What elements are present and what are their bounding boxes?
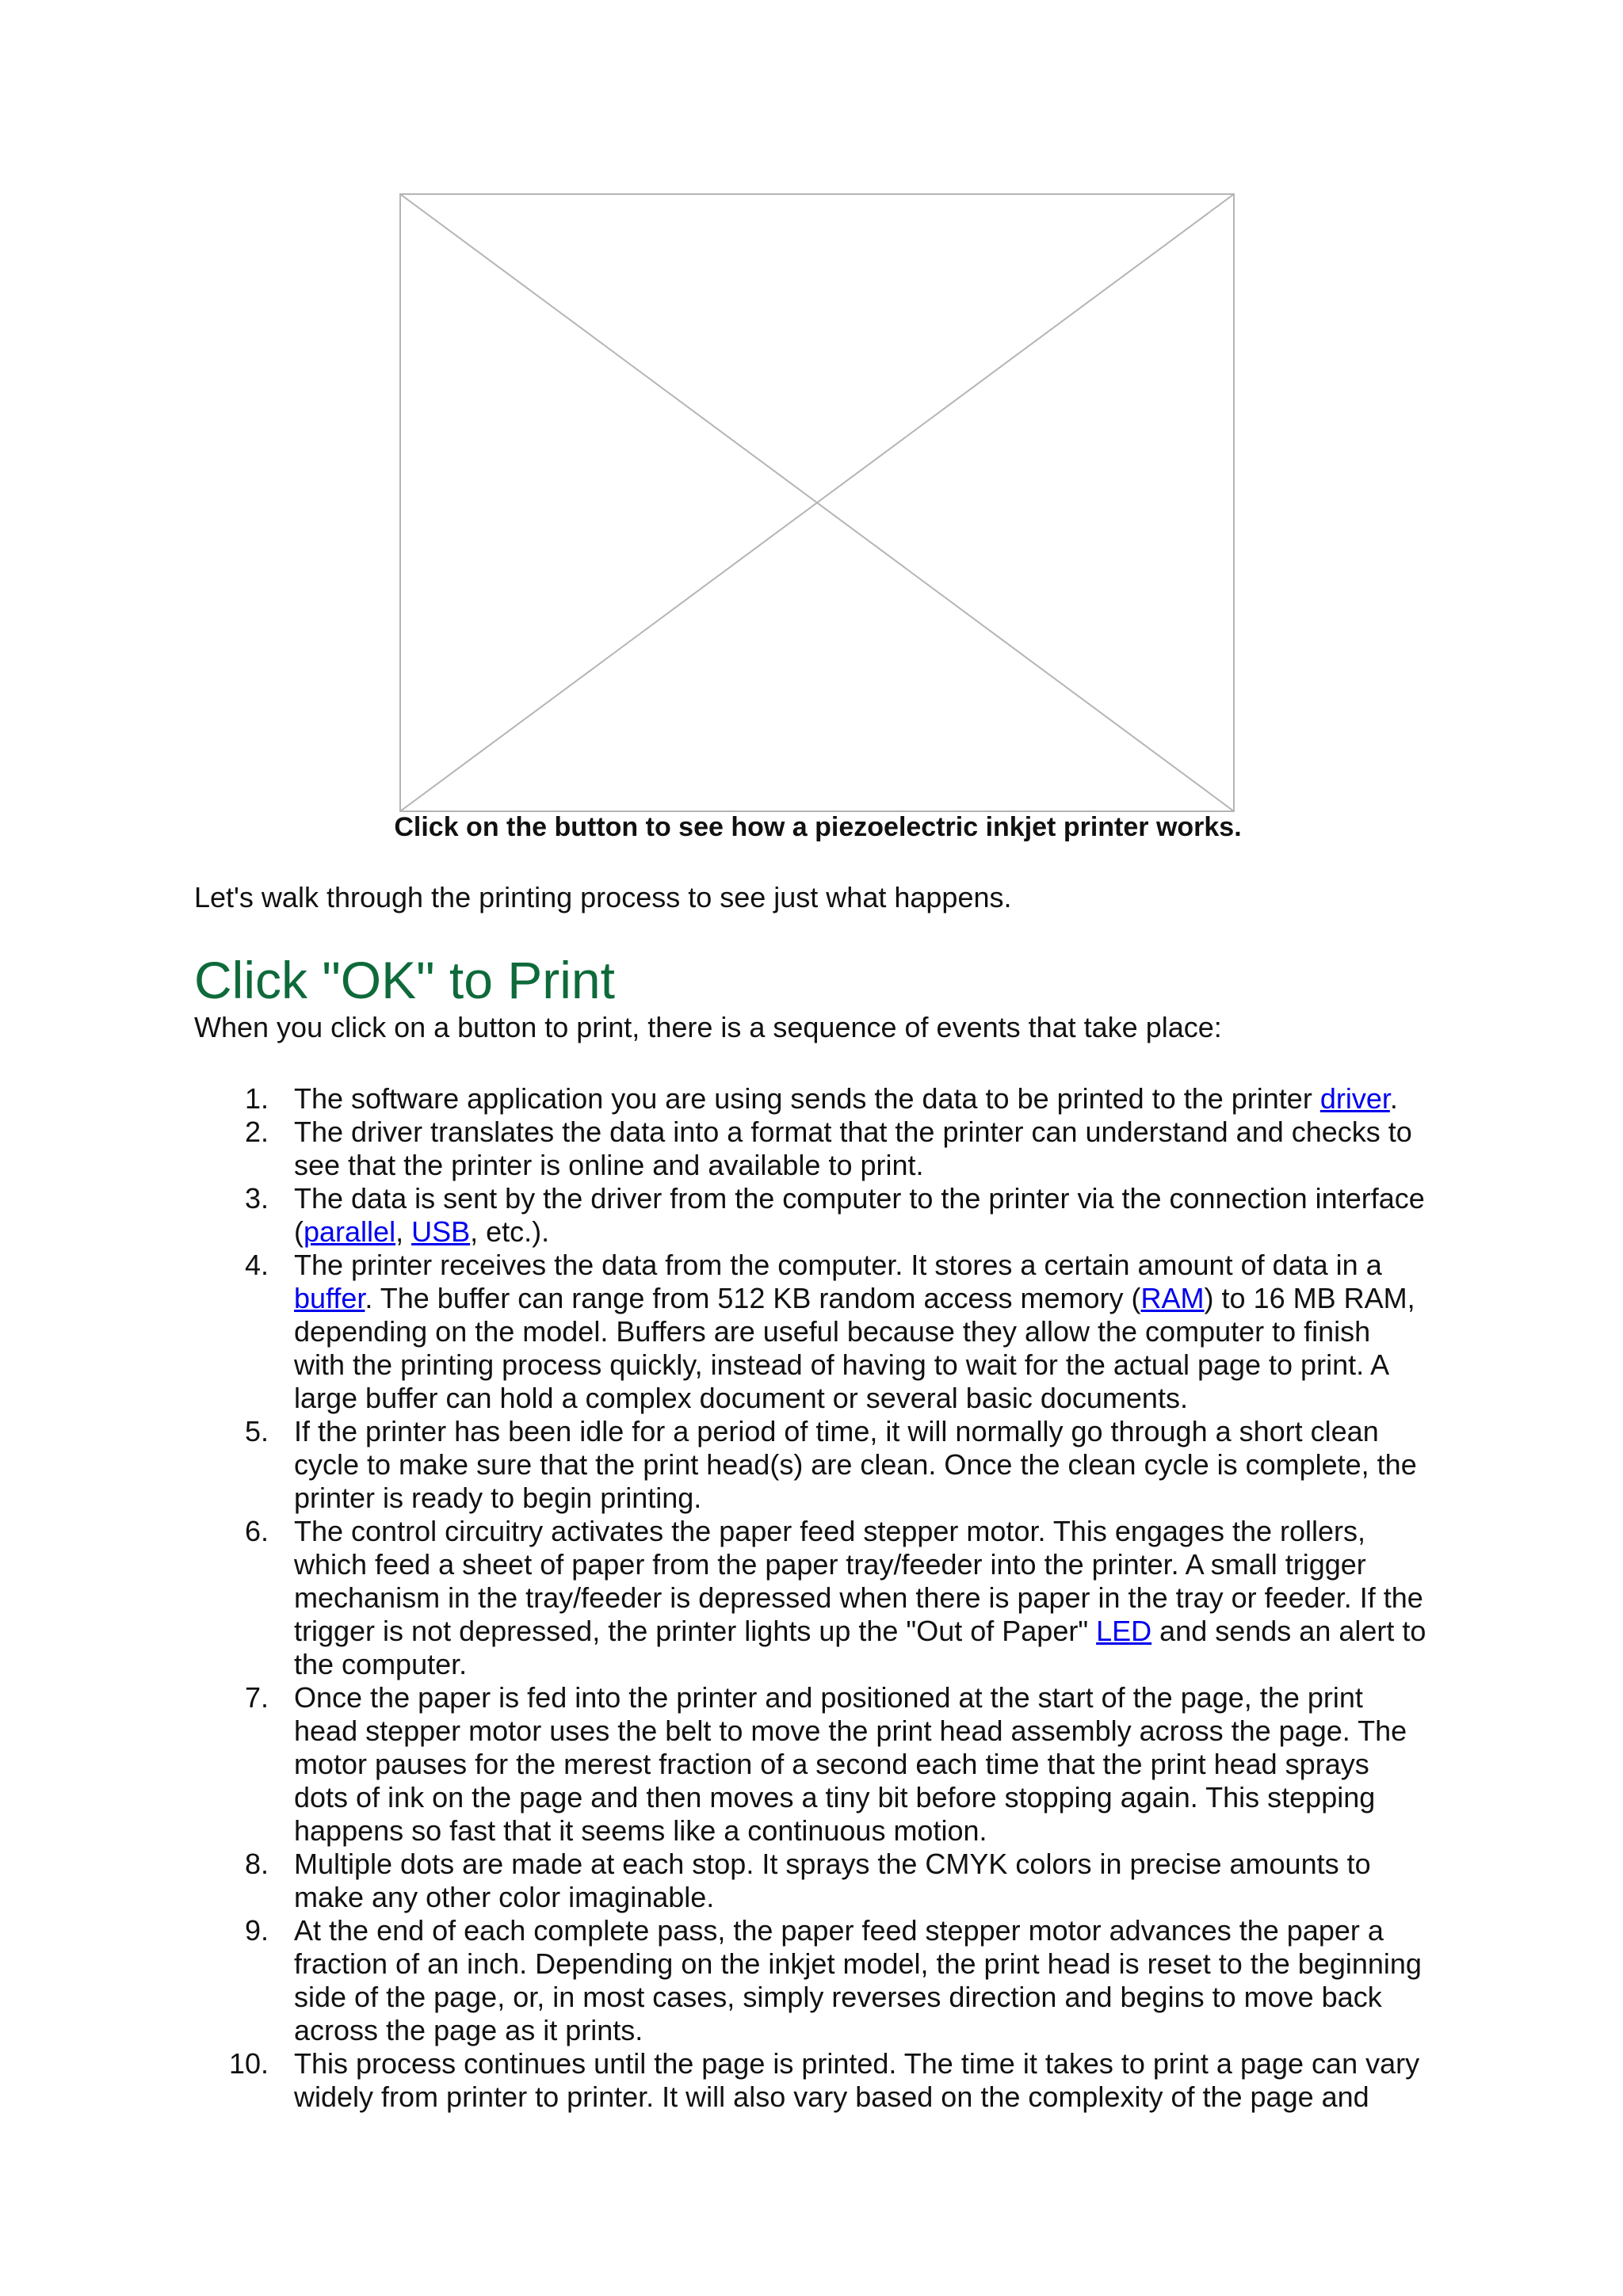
list-item-line bbox=[294, 1149, 1462, 1182]
list-item-line bbox=[294, 1382, 1462, 1415]
list-item-text: side of the page, or, in most cases, simply reverses direction and begins to move back bbox=[294, 1981, 1382, 2013]
list-item-line bbox=[294, 1781, 1462, 1814]
list-item-line bbox=[294, 2014, 1462, 2047]
list-item bbox=[194, 1249, 1462, 1415]
list-item-line bbox=[294, 1581, 1462, 1615]
list-item-line bbox=[294, 1182, 1462, 1215]
list-item-text: widely from printer to printer. It will also vary based on the complexity of the page and bbox=[294, 2081, 1369, 2113]
list-item-number: 7. bbox=[244, 1681, 269, 1714]
link-ram[interactable]: RAM bbox=[1140, 1282, 1205, 1314]
list-item-number: 8. bbox=[244, 1848, 269, 1880]
list-item-line bbox=[294, 1981, 1462, 2014]
list-item-number: 1. bbox=[244, 1082, 269, 1115]
list-item-text: head stepper motor uses the belt to move the print head assembly across the page. The bbox=[294, 1714, 1407, 1747]
link-led[interactable]: LED bbox=[1096, 1615, 1152, 1647]
list-item-text: Multiple dots are made at each stop. It sprays the CMYK colors in precise amounts to bbox=[294, 1848, 1371, 1880]
lead-paragraph: When you click on a button to print, there is a sequence of events that take place: bbox=[194, 1011, 1222, 1043]
list-item-line bbox=[294, 1282, 1462, 1315]
list-item-number: 3. bbox=[244, 1182, 269, 1215]
list-item-number: 10. bbox=[228, 2047, 269, 2080]
list-item-text: At the end of each complete pass, the paper feed stepper motor advances the paper a bbox=[294, 1914, 1384, 1947]
steps-list bbox=[194, 1082, 1462, 2114]
list-item bbox=[194, 1914, 1462, 2047]
list-item-line bbox=[294, 1881, 1462, 1914]
list-item-text: The driver translates the data into a format that the printer can understand and checks to bbox=[294, 1116, 1412, 1148]
list-item-line bbox=[294, 1448, 1462, 1482]
list-item-text: mechanism in the tray/feeder is depressed when there is paper in the tray or feeder. If the bbox=[294, 1581, 1423, 1614]
list-item bbox=[194, 1848, 1462, 1914]
list-item-text: dots of ink on the page and then moves a tiny bit before stopping again. This stepping bbox=[294, 1781, 1376, 1814]
list-item-text: which feed a sheet of paper from the paper tray/feeder into the printer. A small trigger bbox=[294, 1548, 1366, 1581]
list-item-line bbox=[294, 1548, 1462, 1581]
list-item-line bbox=[294, 1714, 1462, 1748]
list-item-line bbox=[294, 1249, 1462, 1282]
list-item-line bbox=[294, 1116, 1462, 1149]
list-item-line bbox=[294, 1814, 1462, 1848]
list-item-line bbox=[294, 1748, 1462, 1781]
list-item-number: 4. bbox=[244, 1249, 269, 1281]
intro-paragraph: Let's walk through the printing process to see just what happens. bbox=[194, 881, 1012, 913]
list-item-line bbox=[294, 1482, 1462, 1515]
list-item-text: the computer. bbox=[294, 1648, 468, 1680]
list-item-text: make any other color imaginable. bbox=[294, 1881, 715, 1913]
list-item-text: This process continues until the page is printed. The time it takes to print a page can vary bbox=[294, 2047, 1420, 2080]
list-item bbox=[194, 2047, 1462, 2114]
list-item-text: trigger is not depressed, the printer lights up the "Out of Paper" bbox=[294, 1615, 1097, 1647]
list-item-text: The software application you are using sends the data to be printed to the printer bbox=[294, 1082, 1320, 1115]
list-item-line bbox=[294, 2081, 1462, 2114]
list-item-text: , bbox=[395, 1215, 412, 1248]
list-item-text: across the page as it prints. bbox=[294, 2014, 643, 2046]
list-item-line bbox=[294, 2047, 1462, 2081]
list-item-text: depending on the model. Buffers are useful because they allow the computer to finish bbox=[294, 1315, 1371, 1348]
list-item-line bbox=[294, 1914, 1462, 1947]
list-item-text: The control circuitry activates the paper feed stepper motor. This engages the rollers, bbox=[294, 1515, 1366, 1547]
list-item-text: fraction of an inch. Depending on the inkjet model, the print head is reset to the beginning bbox=[294, 1947, 1422, 1980]
list-item-text: large buffer can hold a complex document or several basic documents. bbox=[294, 1382, 1188, 1414]
list-item-text: If the printer has been idle for a period of time, it will normally go through a short clean bbox=[294, 1415, 1379, 1447]
list-item-line bbox=[294, 1348, 1462, 1382]
list-item-line bbox=[294, 1415, 1462, 1448]
list-item-number: 2. bbox=[244, 1116, 269, 1148]
list-item-line bbox=[294, 1947, 1462, 1981]
list-item-line bbox=[294, 1681, 1462, 1714]
list-item-text: ( bbox=[294, 1215, 304, 1248]
list-item-text: ) to 16 MB RAM, bbox=[1204, 1282, 1415, 1314]
list-item-text: with the printing process quickly, instead of having to wait for the actual page to print. A bbox=[294, 1348, 1390, 1381]
link-parallel[interactable]: parallel bbox=[304, 1215, 396, 1248]
list-item bbox=[194, 1515, 1462, 1681]
link-buffer[interactable]: buffer bbox=[294, 1282, 365, 1314]
list-item-text: cycle to make sure that the print head(s) are clean. Once the clean cycle is complete, the bbox=[294, 1448, 1417, 1481]
list-item-text: , etc.). bbox=[470, 1215, 550, 1248]
list-item-text: . bbox=[1389, 1082, 1398, 1115]
link-driver[interactable]: driver bbox=[1319, 1082, 1390, 1115]
list-item-text: Once the paper is fed into the printer and positioned at the start of the page, the print bbox=[294, 1681, 1363, 1714]
list-item-line bbox=[294, 1315, 1462, 1348]
list-item-line bbox=[294, 1648, 1462, 1681]
list-item-line bbox=[294, 1848, 1462, 1881]
image-placeholder[interactable] bbox=[399, 193, 1235, 812]
list-item-text: printer is ready to begin printing. bbox=[294, 1482, 702, 1514]
list-item bbox=[194, 1415, 1462, 1515]
list-item bbox=[194, 1082, 1462, 1116]
list-item-text: see that the printer is online and available to print. bbox=[294, 1149, 924, 1181]
list-item-text: . The buffer can range from 512 KB random access memory ( bbox=[365, 1282, 1141, 1314]
list-item-line bbox=[294, 1082, 1462, 1116]
list-item-text: happens so fast that it seems like a continuous motion. bbox=[294, 1814, 987, 1847]
list-item-line bbox=[294, 1515, 1462, 1548]
link-usb[interactable]: USB bbox=[411, 1215, 471, 1248]
list-item-number: 9. bbox=[244, 1914, 269, 1947]
list-item-number: 6. bbox=[244, 1515, 269, 1547]
list-item bbox=[194, 1182, 1462, 1249]
list-item bbox=[194, 1681, 1462, 1848]
section-heading: Click "OK" to Print bbox=[194, 951, 615, 1009]
list-item-text: and sends an alert to bbox=[1151, 1615, 1426, 1647]
figure-caption: Click on the button to see how a piezoelectric inkjet printer works. bbox=[394, 812, 1242, 842]
list-item-line bbox=[294, 1615, 1462, 1648]
list-item-text: motor pauses for the merest fraction of a second each time that the print head sprays bbox=[294, 1748, 1369, 1780]
list-item-number: 5. bbox=[244, 1415, 269, 1447]
list-item-text: The data is sent by the driver from the computer to the printer via the connection interface bbox=[294, 1182, 1425, 1215]
broken-image-icon bbox=[399, 193, 1235, 812]
list-item bbox=[194, 1116, 1462, 1182]
list-item-line bbox=[294, 1215, 1462, 1249]
list-item-text: The printer receives the data from the computer. It stores a certain amount of data in a bbox=[294, 1249, 1382, 1281]
